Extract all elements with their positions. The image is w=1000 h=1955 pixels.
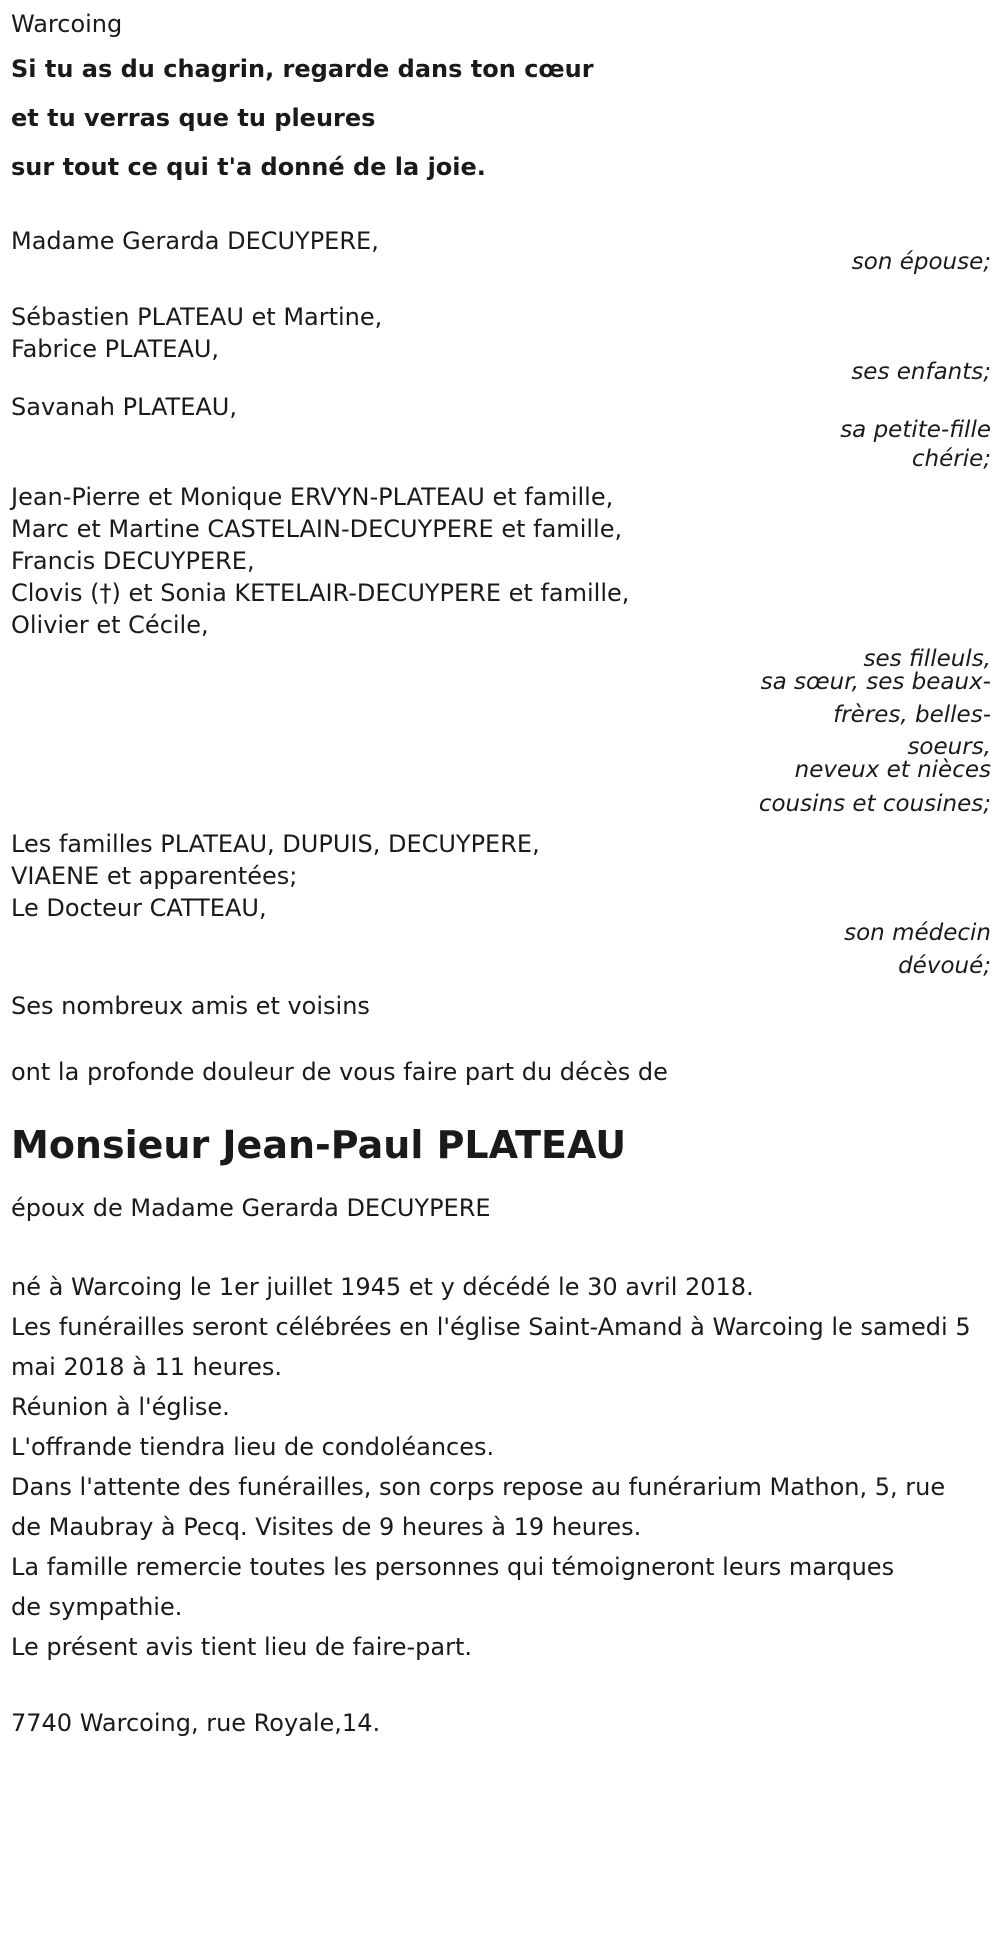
wife-role: son épouse;	[851, 249, 991, 275]
relative-name: Jean-Pierre et Monique ERVYN-PLATEAU et famille,	[11, 483, 614, 511]
family-entry-others	[11, 828, 993, 986]
relatives-role: sa sœur, ses beaux-	[760, 669, 991, 695]
family-entry-children	[11, 301, 993, 383]
family-entry-wife	[11, 223, 993, 275]
obituary-notice	[11, 0, 993, 1741]
poem-line: et tu verras que tu pleures	[11, 104, 376, 132]
detail-paragraph: Dans l'attente des funérailles, son corps repose au funérarium Mathon, 5, rue de Maubray à Pecq. Visites de 9 heures à 19 heures.	[11, 1473, 946, 1541]
details-block	[11, 1267, 993, 1667]
relative-name: Olivier et Cécile,	[11, 611, 209, 639]
wife-name: Madame Gerarda DECUYPERE,	[11, 227, 379, 255]
detail-paragraph: La famille remercie toutes les personnes qui témoigneront leurs marques de sympathie.	[11, 1553, 895, 1621]
poem-line: Si tu as du chagrin, regarde dans ton cœur	[11, 55, 594, 83]
child-name: Fabrice PLATEAU,	[11, 335, 220, 363]
doctor-role: dévoué;	[898, 953, 991, 979]
place-heading: Warcoing	[11, 10, 123, 38]
relative-name: Clovis (†) et Sonia KETELAIR-DECUYPERE et famille,	[11, 579, 630, 607]
deceased-name: Monsieur Jean-Paul PLATEAU	[11, 1123, 627, 1167]
detail-paragraph: Le présent avis tient lieu de faire-part.	[11, 1633, 473, 1661]
doctor-name: Le Docteur CATTEAU,	[11, 894, 267, 922]
families-line: Les familles PLATEAU, DUPUIS, DECUYPERE,	[11, 830, 540, 858]
relatives-role: cousins et cousines;	[758, 791, 991, 817]
relatives-role: ses filleuls,	[863, 646, 991, 672]
relatives-role: soeurs,	[907, 734, 991, 760]
families-line: VIAENE et apparentées;	[11, 862, 298, 890]
detail-paragraph: L'offrande tiendra lieu de condoléances.	[11, 1433, 495, 1461]
relative-name: Marc et Martine CASTELAIN-DECUYPERE et famille,	[11, 515, 623, 543]
relatives-roles	[11, 648, 993, 824]
relatives-role: frères, belles-	[833, 702, 991, 728]
address-line: 7740 Warcoing, rue Royale,14.	[11, 1709, 381, 1737]
announcement: ont la profonde douleur de vous faire part du décès de	[11, 1058, 668, 1086]
doctor-role: son médecin	[844, 920, 991, 946]
granddaughter-name: Savanah PLATEAU,	[11, 393, 237, 421]
detail-paragraph: né à Warcoing le 1er juillet 1945 et y décédé le 30 avril 2018.	[11, 1273, 754, 1301]
children-role: ses enfants;	[851, 359, 991, 385]
detail-paragraph: Réunion à l'église.	[11, 1393, 230, 1421]
detail-paragraph: Les funérailles seront célébrées en l'église Saint-Amand à Warcoing le samedi 5 mai 2018 à 11 heures.	[11, 1313, 971, 1381]
poem-block	[11, 45, 993, 192]
granddaughter-role: sa petite-fille	[840, 417, 991, 443]
child-name: Sébastien PLATEAU et Martine,	[11, 303, 383, 331]
granddaughter-role: chérie;	[911, 446, 991, 472]
relatives-role: neveux et nièces	[794, 757, 991, 783]
family-entry-relatives	[11, 481, 993, 824]
friends-line: Ses nombreux amis et voisins	[11, 992, 370, 1020]
poem-line: sur tout ce qui t'a donné de la joie.	[11, 153, 486, 181]
family-entry-granddaughter	[11, 391, 993, 477]
relative-name: Francis DECUYPERE,	[11, 547, 255, 575]
spouse-line: époux de Madame Gerarda DECUYPERE	[11, 1194, 491, 1222]
